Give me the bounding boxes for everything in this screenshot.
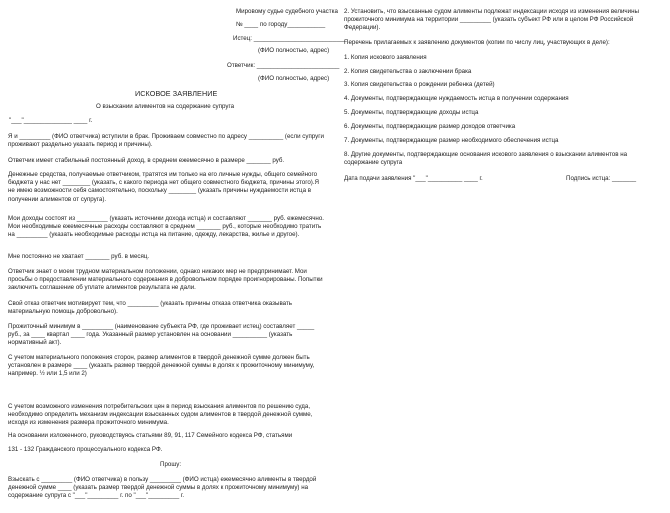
list-item: 5. Документы, подтверждающие доходы истца: [344, 109, 479, 116]
paragraph-legal-basis: На основании изложенного, руководствуясь статьями 89, 91, 117 Семейного кодекса РФ, статьями: [8, 432, 293, 439]
document-title: ИСКОВОЕ ЗАЯВЛЕНИЕ: [135, 89, 218, 98]
paragraph-request: Взыскать с _________ (ФИО ответчика) в пользу _________ (ФИО истца) ежемесячно алименты в твердой денежной сумме ____ (указать размер твердой денежной суммы в долях к прожиточному минимуму) на содержание супруга с "___"_________ г. по "___"_________ г.: [8, 476, 317, 500]
filing-date: Дата подачи заявления "___"__________ ____ г.: [344, 175, 483, 182]
list-item: 6. Документы, подтверждающие размер доходов ответчика: [344, 123, 516, 130]
attachments-title: Перечень прилагаемых к заявлению документов (копии по числу лиц, участвующих в деле):: [344, 39, 610, 46]
plaintiff-signature: Подпись истца: _______: [566, 175, 637, 182]
list-item: 2. Копия свидетельства о заключении брака: [344, 68, 472, 75]
paragraph-legal-basis-cont: 131 - 132 Гражданского процессуального кодекса РФ.: [8, 446, 163, 453]
paragraph-indexation: С учетом возможного изменения потребительских цен в период взыскания алиментов по решению суда, необходимо определить механизм индексации взысканных судом алиментов в твердой денежной сумме, исходя из изменения размера прожиточного минимума.: [8, 403, 313, 427]
document-date: "___"______________ ____ г.: [9, 117, 93, 124]
court-number-line: № ____ по городу___________: [236, 21, 326, 28]
paragraph-marriage: Я и _________ (ФИО ответчика) вступили в брак. Проживаем совместно по адресу __________ (если супруги проживают раздельно указать период и причины).: [8, 133, 324, 149]
paragraph-refusal-reason: Свой отказ ответчик мотивирует тем, что _________ (указать причины отказа ответчика оказывать материальную помощь добровольно).: [8, 300, 293, 316]
defendant-hint: (ФИО полностью, адрес): [258, 75, 330, 82]
list-item: 1. Копия искового заявления: [344, 54, 427, 61]
paragraph-alimony-amount: С учетом материального положения сторон, размер алиментов в твердой денежной сумме должен быть установлен в размере ____ (указать размер твердой денежной суммы в долях к прожиточному минимуму, например. ½ или 1,5 или 2): [8, 354, 315, 378]
plaintiff-hint: (ФИО полностью, адрес): [258, 47, 330, 54]
paragraph-no-common-budget: Денежные средства, получаемые ответчиком, тратятся им только на его личные нужды, общего семейного бюджета у нас нет ________ (указать, с какого периода нет общего совместного бюджета, причины этого).Я не имею возможности себя самостоятельно, поскольку ________ (указать причины нуждаемости истца в получении алиментов от супруга).: [8, 171, 320, 203]
paragraph-indexation-request: 2. Установить, что взысканные судом алименты подлежат индексации исходя из изменения величины прожиточного минимума на территории _________ (указать субъект РФ или в целом РФ Российской Федерации).: [344, 8, 639, 32]
list-item: 8. Другие документы, подтверждающие основания искового заявления о взыскании алиментов на содержание супруга: [344, 151, 628, 167]
plaintiff-line: Истец: ___________________________: [233, 35, 347, 42]
paragraph-no-voluntary-support: Ответчик знает о моем трудном материальном положении, однако никаких мер не предпринимает. Мои просьбы о предоставлении материального содержания в добровольном порядке проигнорированы. Попытки заключить соглашение об уплате алиментов результата не дали.: [8, 268, 323, 292]
paragraph-shortfall: Мне постоянно не хватает _______ руб. в месяц.: [8, 253, 150, 260]
request-heading: Прошу:: [160, 461, 182, 468]
list-item: 7. Документы, подтверждающие размер необходимого обеспечения истца: [344, 137, 559, 144]
paragraph-subsistence-minimum: Прожиточный минимум в _________ (наименование субъекта РФ, где проживает истец) составляет _____ руб., за ____ квартал ____ года. Указанный размер установлен на основании __________ (указать нормативный акт).: [8, 323, 315, 347]
paragraph-plaintiff-income: Мои доходы состоят из _________ (указать источники дохода истца) и составляют _______ руб. ежемесячно. Мои необходимые ежемесячные расходы составляют в среднем _______ руб., которые необходимо тратить на _________ (указать необходимые расходы истца на питание, одежду, лекарства, жилье и другое).: [8, 215, 325, 239]
court-addressee: Мировому судье судебного участка: [236, 8, 338, 15]
list-item: 4. Документы, подтверждающие нуждаемость истца в получении содержания: [344, 95, 569, 102]
paragraph-defendant-income: Ответчик имеет стабильный постоянный доход, в среднем ежемесячно в размере _______ руб.: [8, 157, 285, 164]
defendant-line: Ответчик: ________________________: [227, 62, 340, 69]
list-item: 3. Копия свидетельства о рождении ребенка (детей): [344, 81, 495, 88]
document-subtitle: О взыскании алиментов на содержание супруга: [96, 103, 235, 110]
